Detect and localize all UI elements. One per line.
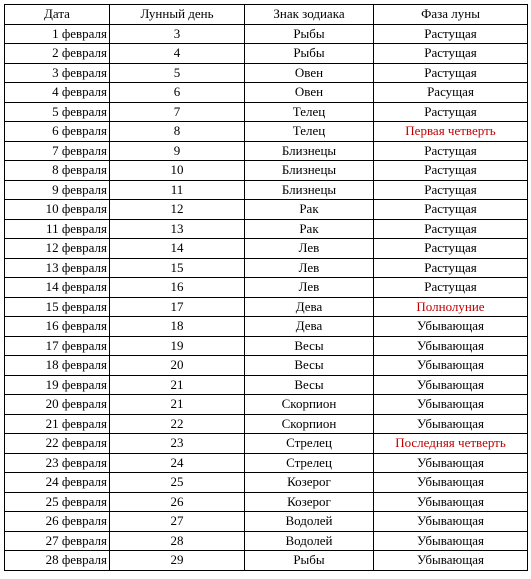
table-row xyxy=(5,239,528,259)
cell-lunar-day: 19 xyxy=(110,336,245,356)
cell-lunar-day: 10 xyxy=(110,161,245,181)
cell-date: 21 февраля xyxy=(5,414,110,434)
cell-date: 6 февраля xyxy=(5,122,110,142)
cell-zodiac: Рыбы xyxy=(245,24,374,44)
cell-lunar-day: 23 xyxy=(110,434,245,454)
cell-lunar-day: 14 xyxy=(110,239,245,259)
cell-phase: Растущая xyxy=(374,141,528,161)
table-row xyxy=(5,434,528,454)
cell-zodiac: Лев xyxy=(245,258,374,278)
cell-zodiac: Близнецы xyxy=(245,161,374,181)
cell-zodiac: Стрелец xyxy=(245,434,374,454)
table-row xyxy=(5,414,528,434)
cell-phase: Убывающая xyxy=(374,473,528,493)
table-row xyxy=(5,512,528,532)
cell-date: 25 февраля xyxy=(5,492,110,512)
cell-phase: Убывающая xyxy=(374,414,528,434)
cell-date: 19 февраля xyxy=(5,375,110,395)
table-row xyxy=(5,200,528,220)
cell-zodiac: Козерог xyxy=(245,492,374,512)
cell-phase: Растущая xyxy=(374,102,528,122)
cell-lunar-day: 28 xyxy=(110,531,245,551)
cell-lunar-day: 21 xyxy=(110,375,245,395)
cell-lunar-day: 7 xyxy=(110,102,245,122)
cell-phase: Убывающая xyxy=(374,395,528,415)
cell-zodiac: Скорпион xyxy=(245,414,374,434)
cell-date: 3 февраля xyxy=(5,63,110,83)
cell-zodiac: Водолей xyxy=(245,531,374,551)
cell-zodiac: Овен xyxy=(245,63,374,83)
table-body xyxy=(5,24,528,570)
lunar-calendar xyxy=(4,4,527,571)
table-row xyxy=(5,141,528,161)
cell-phase: Убывающая xyxy=(374,531,528,551)
cell-lunar-day: 27 xyxy=(110,512,245,532)
cell-date: 28 февраля xyxy=(5,551,110,571)
cell-zodiac: Дева xyxy=(245,297,374,317)
cell-phase: Растущая xyxy=(374,258,528,278)
cell-phase: Растущая xyxy=(374,219,528,239)
cell-phase: Убывающая xyxy=(374,551,528,571)
cell-date: 24 февраля xyxy=(5,473,110,493)
header-phase: Фаза луны xyxy=(374,5,528,25)
cell-date: 13 февраля xyxy=(5,258,110,278)
table-row xyxy=(5,24,528,44)
cell-lunar-day: 29 xyxy=(110,551,245,571)
cell-date: 1 февраля xyxy=(5,24,110,44)
cell-phase: Убывающая xyxy=(374,336,528,356)
cell-phase: Растущая xyxy=(374,180,528,200)
cell-zodiac: Лев xyxy=(245,239,374,259)
table-row xyxy=(5,102,528,122)
cell-phase: Убывающая xyxy=(374,356,528,376)
cell-lunar-day: 9 xyxy=(110,141,245,161)
cell-date: 16 февраля xyxy=(5,317,110,337)
cell-lunar-day: 8 xyxy=(110,122,245,142)
cell-date: 23 февраля xyxy=(5,453,110,473)
cell-phase: Растущая xyxy=(374,44,528,64)
cell-zodiac: Рыбы xyxy=(245,44,374,64)
cell-zodiac: Козерог xyxy=(245,473,374,493)
cell-date: 10 февраля xyxy=(5,200,110,220)
table-row xyxy=(5,336,528,356)
cell-lunar-day: 17 xyxy=(110,297,245,317)
header-zodiac: Знак зодиака xyxy=(245,5,374,25)
table-row xyxy=(5,297,528,317)
cell-zodiac: Телец xyxy=(245,122,374,142)
cell-phase: Растущая xyxy=(374,161,528,181)
table-row xyxy=(5,180,528,200)
table-row xyxy=(5,473,528,493)
table-row xyxy=(5,551,528,571)
cell-zodiac: Рак xyxy=(245,219,374,239)
cell-date: 4 февраля xyxy=(5,83,110,103)
cell-lunar-day: 3 xyxy=(110,24,245,44)
table-row xyxy=(5,161,528,181)
cell-date: 15 февраля xyxy=(5,297,110,317)
cell-lunar-day: 18 xyxy=(110,317,245,337)
cell-zodiac: Весы xyxy=(245,356,374,376)
table-row xyxy=(5,375,528,395)
header-lunar-day: Лунный день xyxy=(110,5,245,25)
cell-date: 17 февраля xyxy=(5,336,110,356)
cell-date: 9 февраля xyxy=(5,180,110,200)
cell-lunar-day: 5 xyxy=(110,63,245,83)
cell-date: 8 февраля xyxy=(5,161,110,181)
table-row xyxy=(5,356,528,376)
table-row xyxy=(5,44,528,64)
cell-zodiac: Телец xyxy=(245,102,374,122)
table-header xyxy=(5,5,528,25)
table-row xyxy=(5,531,528,551)
header-date: Дата xyxy=(5,5,110,25)
cell-date: 14 февраля xyxy=(5,278,110,298)
cell-zodiac: Лев xyxy=(245,278,374,298)
cell-date: 22 февраля xyxy=(5,434,110,454)
table-row xyxy=(5,317,528,337)
table-row xyxy=(5,258,528,278)
cell-zodiac: Дева xyxy=(245,317,374,337)
cell-zodiac: Стрелец xyxy=(245,453,374,473)
cell-phase: Убывающая xyxy=(374,375,528,395)
cell-date: 5 февраля xyxy=(5,102,110,122)
cell-phase: Убывающая xyxy=(374,317,528,337)
cell-phase: Убывающая xyxy=(374,492,528,512)
table-row xyxy=(5,122,528,142)
cell-phase: Растущая xyxy=(374,24,528,44)
cell-date: 11 февраля xyxy=(5,219,110,239)
cell-phase: Растущая xyxy=(374,63,528,83)
cell-zodiac: Рыбы xyxy=(245,551,374,571)
cell-lunar-day: 12 xyxy=(110,200,245,220)
cell-phase: Убывающая xyxy=(374,453,528,473)
lunar-calendar-table xyxy=(4,4,528,571)
cell-phase: Растущая xyxy=(374,239,528,259)
cell-date: 2 февраля xyxy=(5,44,110,64)
cell-lunar-day: 15 xyxy=(110,258,245,278)
cell-phase: Растущая xyxy=(374,278,528,298)
cell-phase: Первая четверть xyxy=(374,122,528,142)
cell-date: 27 февраля xyxy=(5,531,110,551)
cell-lunar-day: 26 xyxy=(110,492,245,512)
cell-lunar-day: 11 xyxy=(110,180,245,200)
cell-lunar-day: 6 xyxy=(110,83,245,103)
cell-zodiac: Водолей xyxy=(245,512,374,532)
header-row xyxy=(5,5,528,25)
cell-lunar-day: 20 xyxy=(110,356,245,376)
cell-phase: Растущая xyxy=(374,200,528,220)
cell-lunar-day: 21 xyxy=(110,395,245,415)
cell-date: 7 февраля xyxy=(5,141,110,161)
table-row xyxy=(5,63,528,83)
cell-lunar-day: 22 xyxy=(110,414,245,434)
table-row xyxy=(5,278,528,298)
cell-phase: Последняя четверть xyxy=(374,434,528,454)
cell-zodiac: Весы xyxy=(245,336,374,356)
cell-date: 12 февраля xyxy=(5,239,110,259)
cell-zodiac: Рак xyxy=(245,200,374,220)
table-row xyxy=(5,83,528,103)
cell-lunar-day: 4 xyxy=(110,44,245,64)
cell-lunar-day: 25 xyxy=(110,473,245,493)
cell-phase: Убывающая xyxy=(374,512,528,532)
table-row xyxy=(5,219,528,239)
cell-lunar-day: 13 xyxy=(110,219,245,239)
cell-zodiac: Близнецы xyxy=(245,141,374,161)
table-row xyxy=(5,492,528,512)
cell-lunar-day: 16 xyxy=(110,278,245,298)
cell-date: 26 февраля xyxy=(5,512,110,532)
cell-lunar-day: 24 xyxy=(110,453,245,473)
cell-date: 18 февраля xyxy=(5,356,110,376)
cell-zodiac: Близнецы xyxy=(245,180,374,200)
table-row xyxy=(5,453,528,473)
cell-zodiac: Скорпион xyxy=(245,395,374,415)
cell-zodiac: Весы xyxy=(245,375,374,395)
cell-zodiac: Овен xyxy=(245,83,374,103)
cell-phase: Полнолуние xyxy=(374,297,528,317)
cell-date: 20 февраля xyxy=(5,395,110,415)
table-row xyxy=(5,395,528,415)
cell-phase: Расущая xyxy=(374,83,528,103)
